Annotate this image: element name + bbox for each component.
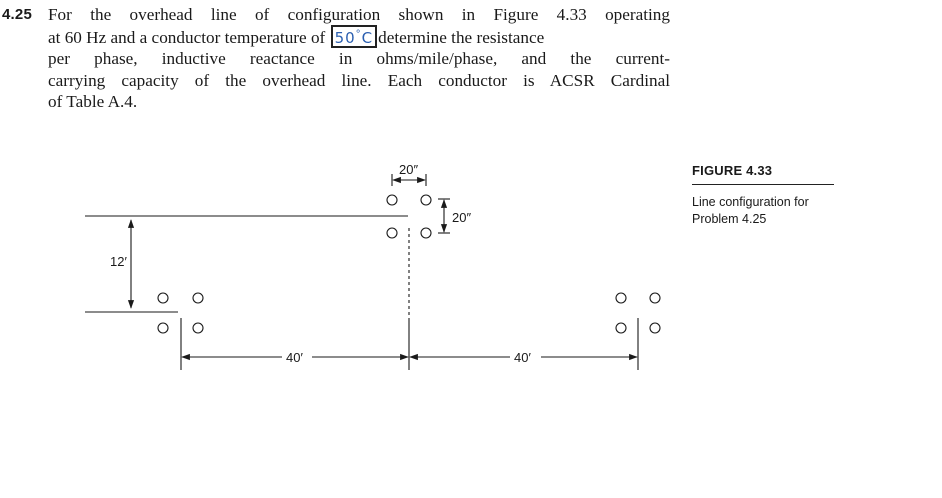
temperature-degree: °	[355, 29, 362, 41]
conductor-right-1	[616, 293, 626, 303]
span-left-label: 40′	[286, 350, 303, 365]
temperature-value: 50	[334, 29, 356, 48]
conductor-center-3	[387, 228, 397, 238]
conductor-center-4	[421, 228, 431, 238]
problem-line-2-end: determine the resistance	[378, 28, 545, 48]
problem-line-2-start: at 60 Hz and a conductor temperature of	[48, 28, 326, 48]
figure-caption-line-2: Problem 4.25	[692, 212, 767, 226]
conductor-left-3	[158, 323, 168, 333]
conductor-right-4	[650, 323, 660, 333]
bundle-width-label: 20″	[399, 162, 419, 177]
conductor-left-1	[158, 293, 168, 303]
conductor-left-2	[193, 293, 203, 303]
conductor-center-2	[421, 195, 431, 205]
problem-line-5: of Table A.4.	[48, 91, 138, 111]
figure-title: FIGURE 4.33	[692, 163, 773, 178]
height-label: 12′	[110, 254, 127, 269]
problem-line-4: carrying capacity of the overhead line. Each conductor is ACSR Cardinal	[48, 70, 670, 90]
figure-title-rule	[692, 184, 834, 185]
conductor-left-4	[193, 323, 203, 333]
figure-caption	[692, 194, 842, 228]
problem-line-1: For the overhead line of configuration shown in Figure 4.33 operating	[48, 5, 670, 24]
problem-line-3: per phase, inductive reactance in ohms/mile/phase, and the current-	[48, 49, 670, 69]
bundle-height-label: 20″	[452, 210, 472, 225]
conductor-center-1	[387, 195, 397, 205]
temperature-unit: C	[361, 29, 374, 48]
figure-caption-line-1: Line configuration for	[692, 195, 809, 209]
span-right-label: 40′	[514, 350, 531, 365]
conductor-right-3	[616, 323, 626, 333]
conductor-right-2	[650, 293, 660, 303]
problem-number: 4.25	[2, 6, 32, 23]
